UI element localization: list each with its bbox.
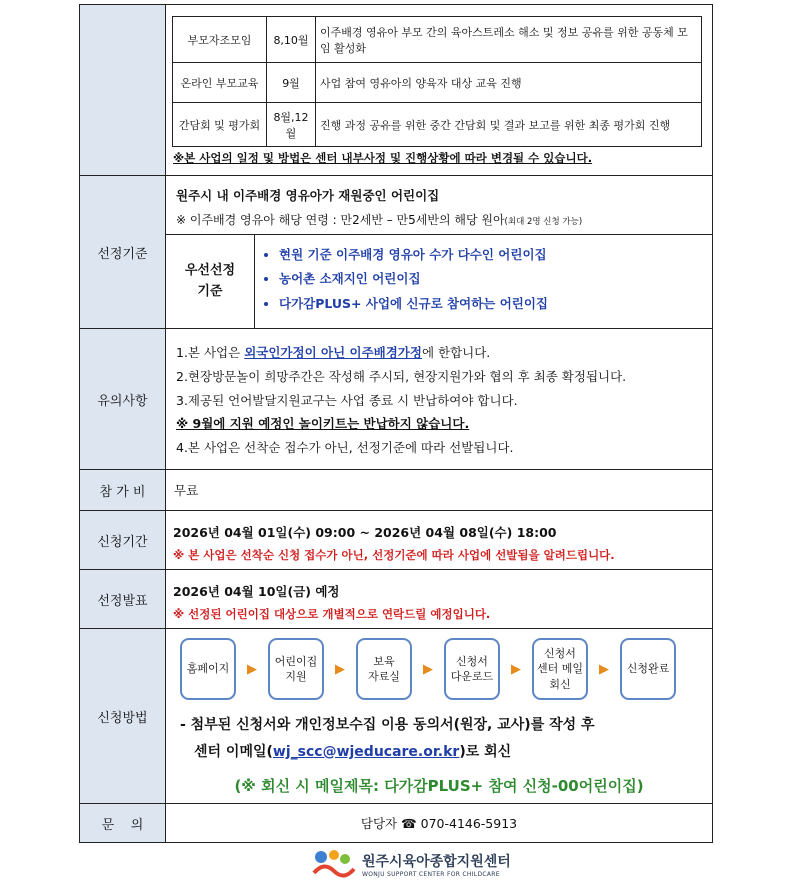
- fee-value: 무료: [174, 483, 199, 498]
- announce-note: ※ 선정된 어린이집 대상으로 개별적으로 연락드릴 예정입니다.: [173, 606, 491, 621]
- period-label: 신청기간: [80, 511, 166, 569]
- notice-3: 3.제공된 언어발달지원교구는 사업 종료 시 반납하여야 합니다.: [176, 392, 518, 408]
- step-archive: 보육 자료실: [356, 638, 412, 700]
- period-dates: 2026년 04월 01일(수) 09:00 ~ 2026년 04월 08일(수) 18:00: [173, 525, 557, 540]
- table-row: [173, 103, 702, 147]
- list-item: • 현원 기준 이주배경 영유아 수가 다수인 어린이집: [279, 243, 548, 267]
- step-download: 신청서 다운로드: [444, 638, 500, 700]
- email-link[interactable]: wj_scc@wjeducare.or.kr: [272, 743, 460, 760]
- table-row: [173, 63, 702, 103]
- period-note: ※ 본 사업은 선착순 신청 접수가 아닌, 선정기준에 따라 사업에 선발됨을 알려드립니다.: [173, 547, 615, 562]
- step-support: 어린이집 지원: [268, 638, 324, 700]
- schedule-table: [172, 16, 702, 147]
- announce-date: 2026년 04월 10일(금) 예정: [173, 584, 340, 599]
- schedule-note: ※본 사업의 일정 및 방법은 센터 내부사정 및 진행상황에 따라 변경될 수 있습니다.: [173, 151, 593, 165]
- announce-label: 선정발표: [80, 570, 166, 628]
- arrow-icon: ▶: [423, 661, 433, 677]
- fee-label: 참 가 비: [80, 470, 166, 510]
- logo-name: 원주시육아종합지원센터: [362, 853, 511, 870]
- center-logo: [310, 847, 511, 881]
- criteria-main: 원주시 내 이주배경 영유아가 재원중인 어린이집: [176, 188, 440, 203]
- program-name: 간담회 및 평가회: [173, 103, 267, 147]
- notice-2: 2.현장방문놀이 희망주간은 작성해 주시되, 현장지원가와 협의 후 최종 확정됩니다.: [176, 368, 627, 384]
- list-item: • 다가감PLUS+ 사업에 신규로 참여하는 어린이집: [279, 292, 548, 316]
- list-item: • 농어촌 소재지인 어린이집: [279, 267, 548, 291]
- contact-phone: 담당자 ☎ 070-4146-5913: [360, 816, 518, 831]
- arrow-icon: ▶: [247, 661, 257, 677]
- table-row: [173, 17, 702, 63]
- priority-list: [255, 235, 548, 328]
- program-desc: 이주배경 영유아 부모 간의 육아스트레소 해소 및 정보 공유를 위한 공동체 모임 활성화: [316, 17, 702, 63]
- program-desc: 사업 참여 영유아의 양육자 대상 교육 진행: [316, 63, 702, 103]
- notice-1: 1.본 사업은 외국인가정이 아닌 이주배경가정에 한합니다.: [176, 345, 491, 360]
- notice-row: [80, 328, 712, 469]
- schedule-label-cell: [80, 5, 166, 175]
- method-instructions: - 첨부된 신청서와 개인정보수집 이용 동의서(원장, 교사)를 작성 후 센터 이메일(wj_scc@wjeducare.or.kr)로 회신: [180, 717, 595, 760]
- arrow-icon: ▶: [599, 661, 609, 677]
- fee-row: [80, 469, 712, 510]
- method-label: 신청방법: [80, 629, 166, 803]
- step-mail-reply: 신청서 센터 메일 회신: [532, 638, 588, 700]
- program-month: 8월,12월: [267, 103, 316, 147]
- notice-4: 4.본 사업은 선착순 접수가 아닌, 선정기준에 따라 선발됩니다.: [176, 440, 514, 455]
- contact-label: 문 의: [80, 804, 166, 842]
- criteria-age-note: ※ 이주배경 영유아 해당 연령 : 만2세반 – 만5세반의 해당 원아(최대 2명 신청 가능): [176, 213, 583, 227]
- program-name: 온라인 부모교육: [173, 63, 267, 103]
- program-desc: 진행 과정 공유를 위한 중간 간담회 및 결과 보고를 위한 최종 평가회 진행: [316, 103, 702, 147]
- info-table: [79, 4, 713, 843]
- method-row: [80, 628, 712, 803]
- contact-row: [80, 803, 712, 842]
- arrow-icon: ▶: [335, 661, 345, 677]
- program-month: 9월: [267, 63, 316, 103]
- period-row: [80, 510, 712, 569]
- program-month: 8,10월: [267, 17, 316, 63]
- step-homepage: 홈페이지: [180, 638, 236, 700]
- mail-subject-note: (※ 회신 시 메일제목: 다가감PLUS+ 참여 신청-00어린이집): [234, 777, 644, 796]
- priority-label: 우선선정 기준: [166, 235, 255, 328]
- announce-row: [80, 569, 712, 628]
- logo-icon: [310, 847, 356, 881]
- schedule-row: [80, 4, 712, 175]
- notice-label: 유의사항: [80, 329, 166, 469]
- step-complete: 신청완료: [620, 638, 676, 700]
- program-name: 부모자조모임: [173, 17, 267, 63]
- arrow-icon: ▶: [511, 661, 521, 677]
- notice-kit: ※ 9월에 지원 예정인 놀이키트는 반납하지 않습니다.: [176, 416, 470, 432]
- process-flow: [166, 629, 712, 700]
- criteria-row: [80, 175, 712, 328]
- logo-subtitle: WONJU SUPPORT CENTER FOR CHILDCARE: [362, 870, 500, 878]
- criteria-label: 선정기준: [80, 176, 166, 328]
